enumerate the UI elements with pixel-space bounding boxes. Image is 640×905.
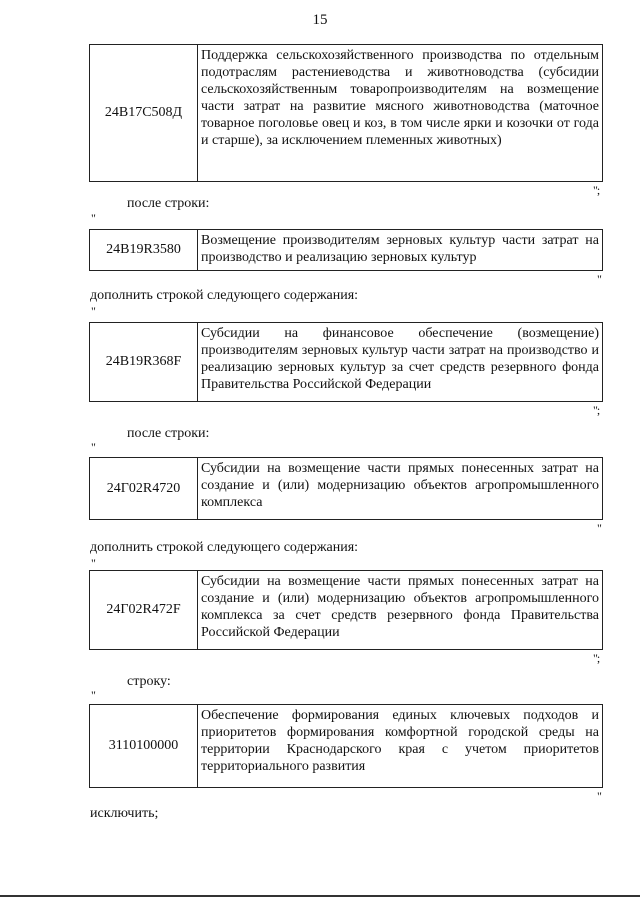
budget-table-row xyxy=(89,704,603,788)
budget-table-row xyxy=(89,44,603,182)
classification-code: 24В17С508Д xyxy=(90,45,198,181)
closing-quote: " xyxy=(597,521,601,535)
classification-code: 24Г02R472F xyxy=(90,571,198,649)
opening-quote: " xyxy=(91,688,95,702)
page-number: 15 xyxy=(312,12,328,28)
opening-quote: " xyxy=(91,440,95,454)
instruction-text: строку: xyxy=(127,674,171,689)
budget-table-row xyxy=(89,229,603,271)
classification-code: 3110100000 xyxy=(90,705,198,787)
classification-description: Поддержка сельскохозяйственного производства по отдельным подотраслям растениеводства и животноводства (субсидии сельскохозяйственным товаропроизводителям на возмещение части затрат на развитие мясного животноводства (маточное товарное поголовье овец и коз, в том числе ярки и козочки от года и старше), за исключением племенных животных) xyxy=(201,48,599,148)
classification-description: Возмещение производителям зерновых культур части затрат на производство и реализацию зерновых культур xyxy=(201,233,599,265)
closing-quote: " xyxy=(597,272,601,286)
closing-quote: "; xyxy=(593,183,600,197)
opening-quote: " xyxy=(91,304,95,318)
classification-code: 24В19R3580 xyxy=(90,230,198,270)
instruction-text: после строки: xyxy=(127,426,210,441)
classification-code: 24В19R368F xyxy=(90,323,198,401)
budget-table-row xyxy=(89,457,603,520)
instruction-text: после строки: xyxy=(127,196,210,211)
instruction-text: дополнить строкой следующего содержания: xyxy=(90,540,359,555)
classification-description: Субсидии на возмещение части прямых понесенных затрат на создание и (или) модернизацию объектов агропромышленного комплекса за счет средств резервного фонда Правительства Российской Федерации xyxy=(201,574,599,640)
closing-quote: "; xyxy=(593,651,600,665)
budget-table-row xyxy=(89,322,603,402)
classification-description: Субсидии на финансовое обеспечение (возмещение) производителям зерновых культур части затрат на производство и реализацию зерновых культур за счет средств резервного фонда Правительства Российской Федерации xyxy=(201,326,599,392)
classification-description: Субсидии на возмещение части прямых понесенных затрат на создание и (или) модернизацию объектов агропромышленного комплекса xyxy=(201,461,599,510)
opening-quote: " xyxy=(91,211,95,225)
instruction-text: дополнить строкой следующего содержания: xyxy=(90,288,359,303)
classification-code: 24Г02R4720 xyxy=(90,458,198,519)
closing-quote: " xyxy=(597,789,601,803)
closing-quote: "; xyxy=(593,403,600,417)
budget-table-row xyxy=(89,570,603,650)
opening-quote: " xyxy=(91,556,95,570)
page-bottom-edge xyxy=(0,895,640,897)
classification-description: Обеспечение формирования единых ключевых подходов и приоритетов формирования комфортной городской среды на территории Краснодарского края с учетом приоритетов территориального развития xyxy=(201,708,599,774)
instruction-text: исключить; xyxy=(90,806,159,821)
